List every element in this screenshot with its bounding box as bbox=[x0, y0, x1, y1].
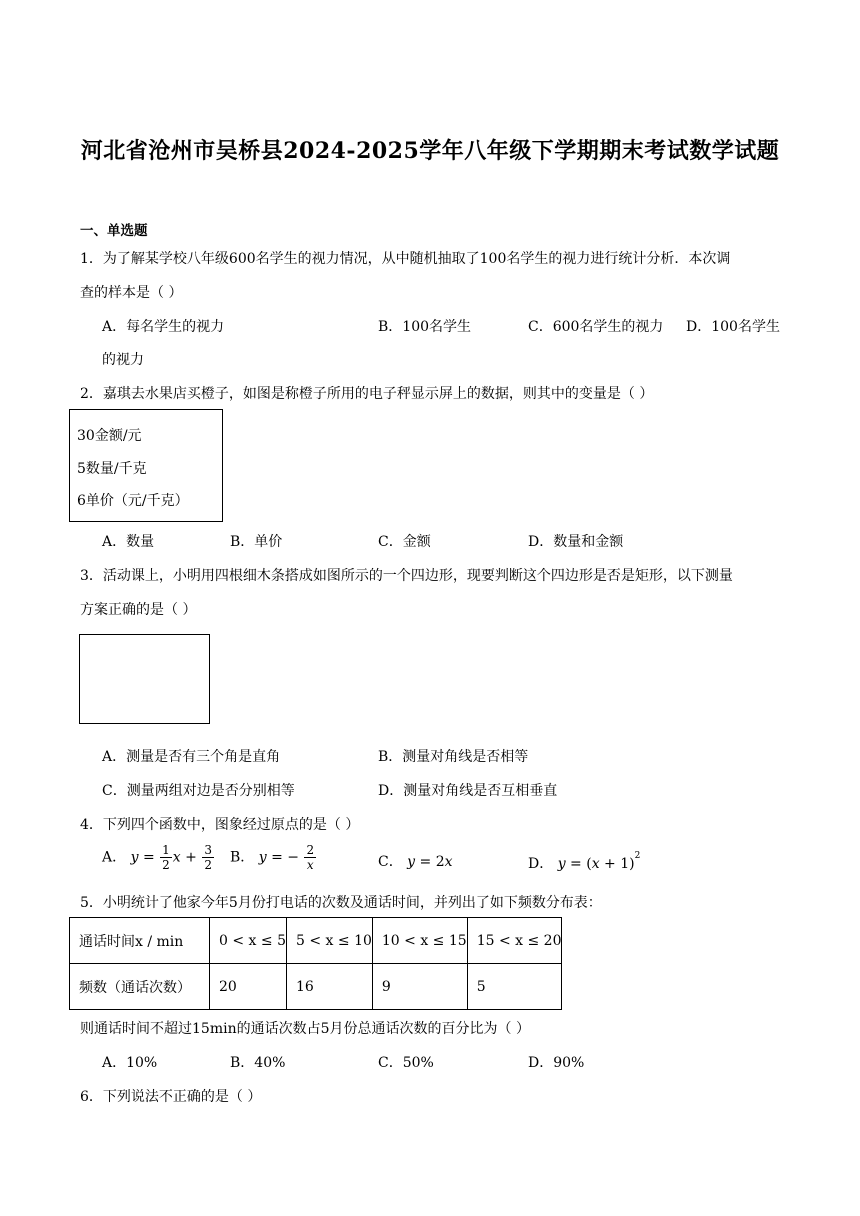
scale-display-quantity: 5数量/千克 bbox=[77, 461, 147, 477]
table-header-cell: 0 < x ≤ 5 bbox=[210, 918, 287, 964]
q3-option-c: C．测量两组对边是否分别相等 bbox=[102, 783, 295, 799]
q3-option-b: B．测量对角线是否相等 bbox=[378, 749, 529, 765]
q4-option-a bbox=[102, 843, 215, 872]
q4-stem: 4．下列四个函数中，图象经过原点的是（ ） bbox=[80, 817, 360, 833]
table-cell: 16 bbox=[287, 964, 373, 1010]
q6-stem: 6．下列说法不正确的是（ ） bbox=[80, 1089, 262, 1105]
table-header-cell: 10 < x ≤ 15 bbox=[372, 918, 467, 964]
q4-option-c-formula: y = 2x bbox=[407, 854, 453, 870]
q2-option-c: C．金额 bbox=[378, 534, 431, 550]
q3-option-d: D．测量对角线是否互相垂直 bbox=[378, 783, 558, 799]
q5-option-a: A．10% bbox=[102, 1055, 158, 1071]
scale-display-unit-price: 6单价（元/千克） bbox=[77, 493, 189, 509]
q1-stem-line1: 1．为了解某学校八年级600名学生的视力情况，从中随机抽取了100名学生的视力进行统计分析．本次调 bbox=[80, 251, 731, 267]
table-row bbox=[70, 918, 562, 964]
q4-option-b bbox=[230, 843, 317, 872]
table-header-cell: 通话时间x / min bbox=[70, 918, 210, 964]
q4-option-a-label: A． bbox=[102, 849, 127, 866]
q2-stem: 2．嘉琪去水果店买橙子，如图是称橙子所用的电子秤显示屏上的数据，则其中的变量是（ ） bbox=[80, 386, 654, 402]
q5-option-b: B．40% bbox=[230, 1055, 286, 1071]
table-header-cell: 15 < x ≤ 20 bbox=[467, 918, 562, 964]
table-row bbox=[70, 964, 562, 1010]
frequency-table bbox=[69, 917, 562, 1010]
table-cell: 20 bbox=[210, 964, 287, 1010]
q4-option-d bbox=[528, 851, 640, 873]
q2-option-a: A．数量 bbox=[102, 534, 155, 550]
q2-option-d: D．数量和金额 bbox=[528, 534, 624, 550]
q2-option-b: B．单价 bbox=[230, 534, 283, 550]
q3-stem-line2: 方案正确的是（ ） bbox=[80, 602, 197, 618]
q5-option-d: D．90% bbox=[528, 1055, 585, 1071]
q3-stem-line1: 3．活动课上，小明用四根细木条搭成如图所示的一个四边形，现要判断这个四边形是否是矩形，以下测量 bbox=[80, 568, 733, 584]
q4-option-b-formula: y = − $\frac{2}{x}$ bbox=[258, 843, 315, 872]
q1-option-a: A．每名学生的视力 bbox=[102, 319, 225, 335]
scale-display-amount: 30金额/元 bbox=[77, 428, 142, 444]
q5-option-c: C．50% bbox=[378, 1055, 434, 1071]
q4-option-d-formula: $y = (x + 1)^2$ bbox=[557, 851, 641, 872]
q4-option-c-label: C． bbox=[378, 854, 403, 870]
q5-follow-up: 则通话时间不超过15min的通话次数占5月份总通话次数的百分比为（ ） bbox=[80, 1021, 530, 1037]
q4-option-a-formula: y = $\frac{1}{2}$ x + $\frac{3}{2}$ bbox=[130, 843, 212, 872]
table-cell: 5 bbox=[467, 964, 562, 1010]
q1-option-c: C．600名学生的视力 bbox=[528, 319, 664, 335]
page-title: 河北省沧州市吴桥县2024-2025学年八年级下学期期末考试数学试题 bbox=[80, 138, 780, 164]
q1-option-d-cont: 的视力 bbox=[102, 352, 144, 368]
q3-option-a: A．测量是否有三个角是直角 bbox=[102, 749, 281, 765]
q4-option-c bbox=[378, 851, 453, 871]
q4-option-b-label: B． bbox=[230, 849, 255, 866]
quadrilateral-figure bbox=[79, 634, 210, 724]
q1-stem-line2: 查的样本是（ ） bbox=[80, 285, 183, 301]
section-heading: 一、单选题 bbox=[80, 223, 148, 239]
q5-stem: 5．小明统计了他家今年5月份打电话的次数及通话时间，并列出了如下频数分布表： bbox=[80, 895, 602, 911]
q1-option-b: B．100名学生 bbox=[378, 319, 472, 335]
table-header-cell: 5 < x ≤ 10 bbox=[287, 918, 373, 964]
q1-option-d: D．100名学生 bbox=[686, 319, 780, 335]
table-cell: 频数（通话次数） bbox=[70, 964, 210, 1010]
q4-option-d-label: D． bbox=[528, 856, 554, 872]
table-cell: 9 bbox=[372, 964, 467, 1010]
